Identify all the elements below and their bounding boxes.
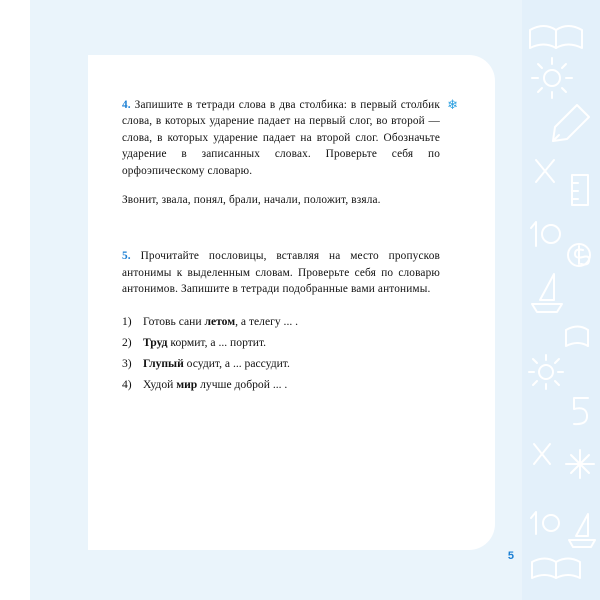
exercise-4-words: Звонит, звала, понял, брали, начали, положит, взяла. [122,194,381,207]
exercise-5-paragraph [122,248,440,297]
exercise-5-text: Прочитайте пословицы, вставляя на место пропусков антонимы к выделенным словам. Проверьте себя по словарю антонимов. Запишите в тетради подобранные вами антонимы. [122,250,440,296]
list-item [122,353,440,374]
doodle-pattern-icon [522,0,600,600]
item-text-after: кормит, а ... портит. [167,335,267,349]
item-text-after: осудит, а ... рассудит. [183,356,290,370]
item-highlight-word: Глупый [143,356,184,370]
exercise-5-number: 5. [122,250,131,263]
section-spacer [122,222,440,248]
item-marker: 2) [122,335,132,349]
item-marker: 3) [122,356,132,370]
exercise-4-paragraph [122,97,440,179]
list-item [122,374,440,395]
item-marker: 1) [122,314,132,328]
item-text-after: лучше доброй ... . [197,377,288,391]
proverb-list [122,311,440,395]
item-marker: 4) [122,377,132,391]
item-text-after: , а телегу ... . [235,314,299,328]
list-item [122,311,440,332]
decorative-side-band [522,0,600,600]
snowflake-icon: ❄ [447,97,458,112]
item-text-before: Готовь сани [143,314,205,328]
page-sheet [30,0,600,600]
item-text-before: Худой [143,377,177,391]
exercise-4 [122,97,458,208]
exercise-4-text: Запишите в тетради слова в два столбика: в первый столбик слова, в которых ударение падает на первый слог, во второй — слова, в которых ударение падает на второй слог. Обозначьте ударение в записанных словах. Проверьте себя по орфоэпическому словарю. [122,99,440,177]
content-card [90,55,495,550]
list-item [122,332,440,353]
item-highlight-word: летом [204,314,236,328]
exercise-5 [122,248,440,394]
exercise-4-number: 4. [122,99,131,111]
exercise-list [122,97,458,409]
item-highlight-word: Труд [143,335,168,349]
item-highlight-word: мир [176,377,198,391]
page-number: 5 [507,550,514,562]
